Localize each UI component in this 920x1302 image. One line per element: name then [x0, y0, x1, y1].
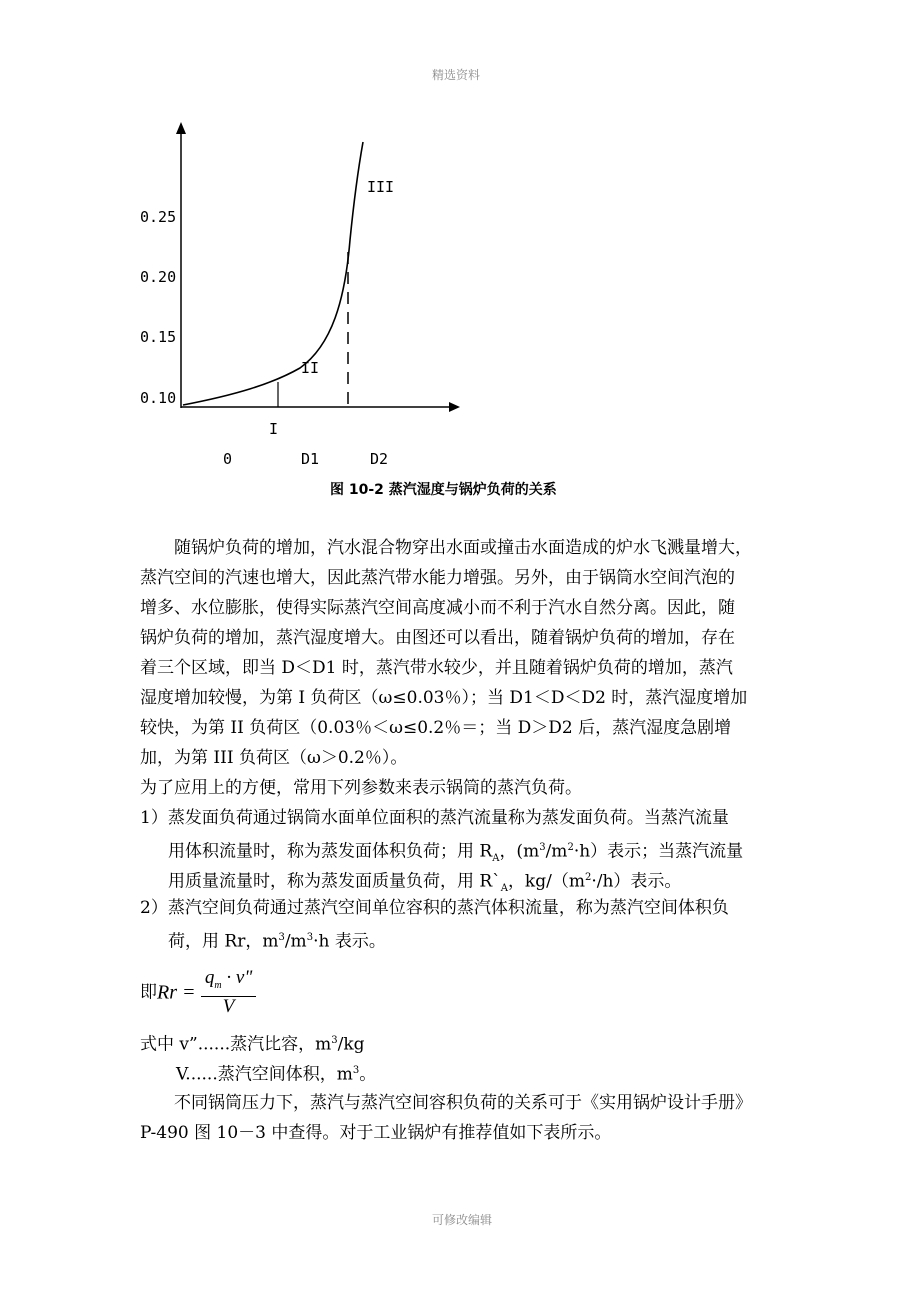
paragraph-line: 为了应用上的方便，常用下列参数来表示锅筒的蒸汽负荷。 [140, 778, 582, 798]
page-footer: 可修改编辑 [432, 1213, 493, 1227]
y-tick-label: 0.10 [140, 389, 177, 407]
paragraph-line: 加，为第 III 负荷区（ω＞0.2％）。 [140, 748, 408, 768]
equation-fraction: $\frac{q_m \cdot v"}{V}$ [201, 968, 256, 1017]
humidity-curve [183, 142, 363, 405]
paragraph-line: 较快，为第 II 负荷区（0.03％＜ω≤0.2％＝；当 D＞D2 后，蒸汽湿度急剧增 [140, 718, 732, 738]
paragraph-line: 湿度增加较慢，为第 I 负荷区（ω≤0.03％）；当 D1＜D＜D2 时，蒸汽湿度增加 [140, 688, 748, 708]
y-tick-label: 0.20 [140, 268, 177, 286]
region-label-i: I [269, 420, 279, 438]
equation-lhs: Rr = [157, 981, 196, 1004]
paragraph-line: 随锅炉负荷的增加，汽水混合物穿出水面或撞击水面造成的炉水飞溅量增大， [174, 538, 752, 558]
page-header: 精选资料 [432, 68, 481, 82]
humidity-load-figure [0, 0, 920, 520]
region-label-iii: III [367, 178, 395, 196]
list-item-line: 用质量流量时，称为蒸发面质量负荷，用 $R`_A$，$kg/(m^2\cdot/h)$表示。 [168, 871, 682, 895]
x-tick-label: 0 [223, 450, 233, 468]
x-tick-label: D1 [301, 450, 320, 468]
list-item-line: 用体积流量时，称为蒸发面体积负荷；用 $R_A$，$(m^3/m^2\cdot h)$表示；当蒸汽流量 [168, 841, 744, 865]
figure-caption: 图 10-2 蒸汽湿度与锅炉负荷的关系 [330, 482, 557, 498]
y-axis-arrow [176, 122, 186, 134]
list-item-line: 荷，用 Rr，$m^3/m^3\cdot h$ 表示。 [168, 931, 386, 952]
list-item-line: 1）蒸发面负荷通过锅筒水面单位面积的蒸汽流量称为蒸发面负荷。当蒸汽流量 [140, 808, 729, 828]
definition-line: V......蒸汽空间体积，$m^3$。 [176, 1064, 377, 1085]
definition-line: 式中 v”......蒸汽比容，$m^3/kg$ [140, 1034, 365, 1055]
paragraph-line: 不同锅筒压力下，蒸汽与蒸汽空间容积负荷的关系可于《实用锅炉设计手册》 [174, 1093, 752, 1113]
paragraph-line: 锅炉负荷的增加，蒸汽湿度增大。由图还可以看出，随着锅炉负荷的增加，存在 [140, 628, 735, 648]
y-tick-label: 0.25 [140, 208, 177, 226]
list-item-line: 2）蒸汽空间负荷通过蒸汽空间单位容积的蒸汽体积流量，称为蒸汽空间体积负 [140, 898, 729, 918]
paragraph-line: 着三个区域，即当 D＜D1 时，蒸汽带水较少，并且随着锅炉负荷的增加，蒸汽 [140, 658, 733, 678]
equation [140, 968, 256, 1017]
x-axis-arrow [449, 402, 460, 412]
paragraph-line: P-490 图 10－3 中查得。对于工业锅炉有推荐值如下表所示。 [140, 1123, 612, 1143]
region-label-ii: II [301, 359, 320, 377]
paragraph-line: 增多、水位膨胀，使得实际蒸汽空间高度减小而不利于汽水自然分离。因此，随 [140, 598, 735, 618]
x-tick-label: D2 [370, 450, 389, 468]
equation-prefix: 即 [140, 982, 157, 1003]
y-tick-label: 0.15 [140, 328, 177, 346]
paragraph-line: 蒸汽空间的汽速也增大，因此蒸汽带水能力增强。另外，由于锅筒水空间汽泡的 [140, 568, 735, 588]
